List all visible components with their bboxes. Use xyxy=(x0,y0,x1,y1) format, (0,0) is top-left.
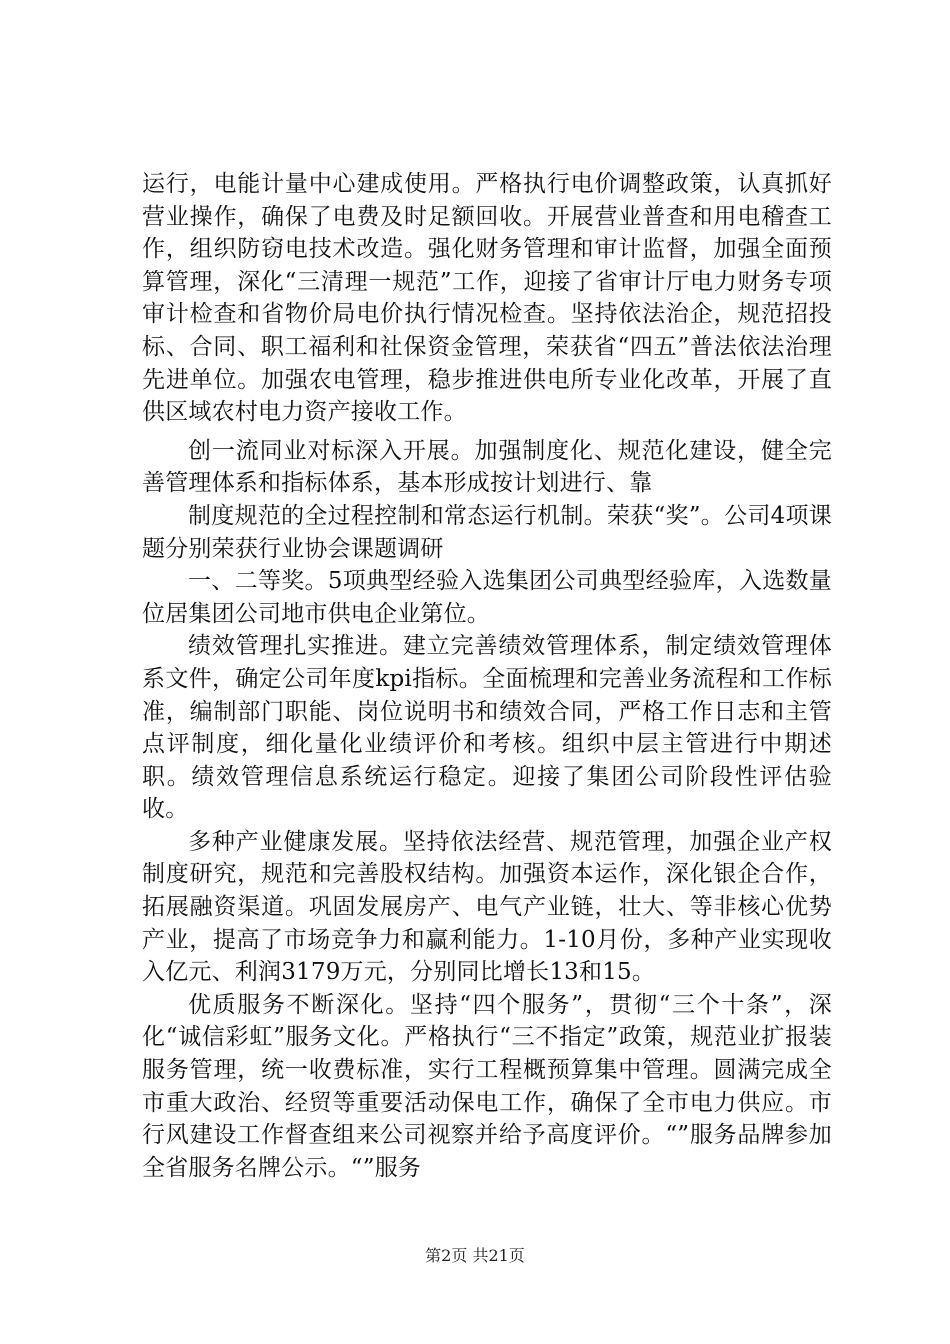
document-body xyxy=(142,168,832,1184)
paragraph-4: 一、二等奖。5项典型经验入选集团公司典型经验库，入选数量位居集团公司地市供电企业第位。 xyxy=(142,568,832,627)
paragraph-1: 运行，电能计量中心建成使用。严格执行电价调整政策，认真抓好营业操作，确保了电费及时足额回收。开展营业普查和用电稽查工作，组织防窃电技术改造。强化财务管理和审计监督，加强全面预算管理，深化“三清理一规范”工作，迎接了省审计厅电力财务专项审计检查和省物价局电价执行情况检查。坚持依法治企，规范招投标、合同、职工福利和社保资金管理，荣获省“四五”普法依法治理先进单位。加强农电管理，稳步推进供电所专业化改革，开展了直供区域农村电力资产接收工作。 xyxy=(142,171,832,426)
paragraph-7: 优质服务不断深化。坚持“四个服务”，贯彻“三个十条”，深化“诚信彩虹”服务文化。严格执行“三不指定”政策，规范业扩报装服务管理，统一收费标准，实行工程概预算集中管理。圆满完成全市重大政治、经贸等重要活动保电工作，确保了全市电力供应。市行风建设工作督查组来公司视察并给予高度评价。“”服务品牌参加全省服务名牌公示。“”服务 xyxy=(142,991,832,1181)
paragraph-3: 制度规范的全过程控制和常态运行机制。荣获“奖”。公司4项课题分别荣获行业协会课题调研 xyxy=(142,502,832,562)
paragraph-2: 创一流同业对标深入开展。加强制度化、规范化建设，健全完善管理体系和指标体系，基本形成按计划进行、靠 xyxy=(142,437,832,497)
page-number-footer: 第2页 共21页 xyxy=(425,1246,525,1265)
paragraph-5: 绩效管理扎实推进。建立完善绩效管理体系，制定绩效管理体系文件，确定公司年度kpi指标。全面梳理和完善业务流程和工作标准，编制部门职能、岗位说明书和绩效合同，严格工作日志和主管点评制度，细化量化业绩评价和考核。组织中层主管进行中期述职。绩效管理信息系统运行稳定。迎接了集团公司阶段性评估验收。 xyxy=(142,633,832,823)
paragraph-6: 多种产业健康发展。坚持依法经营、规范管理，加强企业产权制度研究，规范和完善股权结构。加强资本运作，深化银企合作，拓展融资渠道。巩固发展房产、电气产业链，壮大、等非核心优势产业，提高了市场竞争力和赢利能力。1-10月份，多种产业实现收入亿元、利润3179万元，分别同比增长13和15。 xyxy=(142,828,832,986)
